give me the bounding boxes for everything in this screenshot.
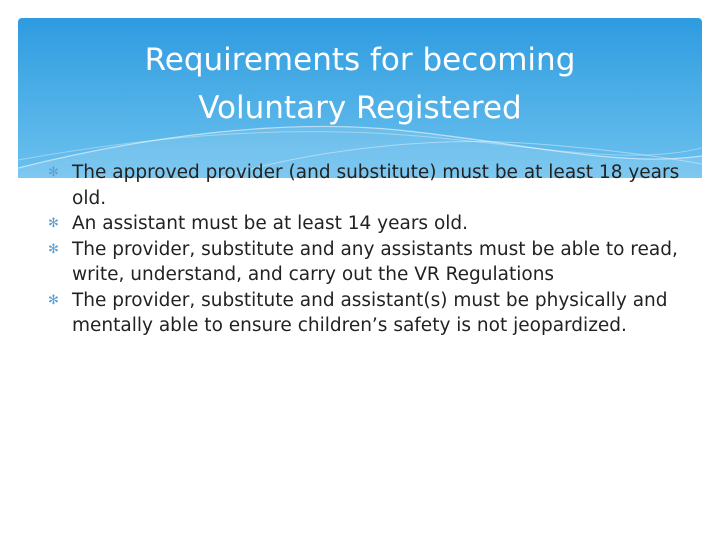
asterisk-icon: ✻ — [48, 165, 59, 180]
title-banner — [18, 18, 702, 178]
bullet-text: The provider, substitute and any assistants must be able to read, write, understand, and carry out the VR Regulations — [72, 238, 678, 285]
bullet-text: The approved provider (and substitute) must be at least 18 years old. — [72, 162, 680, 209]
asterisk-icon: ✻ — [48, 216, 59, 231]
asterisk-icon: ✻ — [48, 241, 59, 257]
bullet-item — [48, 211, 688, 237]
bullet-text: The provider, substitute and assistant(s) must be physically and mentally able to ensure children’s safety is not jeopardized. — [72, 289, 668, 336]
bullet-item — [48, 237, 688, 288]
bullet-item — [48, 160, 688, 211]
bullet-list — [48, 160, 688, 339]
bullet-item — [48, 288, 688, 339]
title-line-1: Requirements for becoming — [144, 42, 576, 78]
bullet-text: An assistant must be at least 14 years old. — [72, 213, 469, 234]
asterisk-icon: ✻ — [48, 292, 59, 308]
title-line-2: Voluntary Registered — [198, 90, 522, 126]
slide-title — [18, 36, 702, 132]
